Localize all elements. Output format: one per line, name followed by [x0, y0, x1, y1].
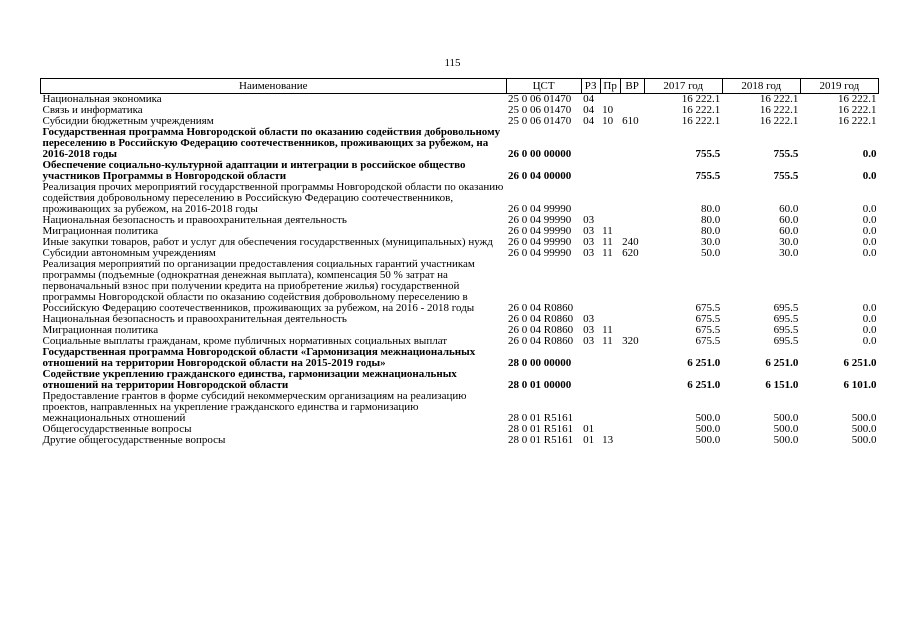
row-2019: 0.0 — [862, 236, 877, 248]
row-cst: 28 0 01 R5161 — [508, 423, 574, 435]
row-name: Государственная программа Новгородской области «Гармонизация межнациональных отношений на территории Новгородской области на 2015-2019 годы» — [42, 346, 476, 369]
row-cst: 25 0 06 01470 — [508, 93, 572, 105]
row-cst: 25 0 06 01470 — [508, 104, 572, 116]
row-rz: 04 — [583, 115, 595, 127]
row-pr: 10 — [602, 104, 614, 116]
budget-table — [40, 78, 879, 446]
table-row — [41, 160, 879, 182]
table-row — [41, 94, 879, 106]
row-rz: 03 — [583, 313, 595, 325]
row-2018: 755.5 — [773, 170, 799, 182]
row-rz: 04 — [583, 93, 595, 105]
row-2018: 60.0 — [779, 203, 799, 215]
table-row — [41, 369, 879, 391]
row-2017: 30.0 — [701, 236, 721, 248]
row-rz: 03 — [583, 214, 595, 226]
row-name: Социальные выплаты гражданам, кроме публичных нормативных социальных выплат — [42, 335, 448, 347]
row-2019: 500.0 — [851, 412, 877, 424]
row-name: Субсидии бюджетным учреждениям — [42, 115, 214, 127]
row-name: Предоставление грантов в форме субсидий некоммерческим организациям на реализацию проектов, направленных на укрепление гражданского единства и гармонизацию межнациональных отношений — [42, 390, 467, 424]
row-2017: 80.0 — [701, 203, 721, 215]
row-vr: 320 — [622, 335, 639, 347]
row-pr: 13 — [602, 434, 614, 446]
row-pr — [600, 182, 620, 215]
row-vr — [620, 182, 644, 215]
table-row — [41, 182, 879, 215]
row-name: Общегосударственные вопросы — [42, 423, 192, 435]
row-rz: 03 — [583, 236, 595, 248]
row-vr — [620, 424, 644, 435]
row-2017: 755.5 — [695, 148, 721, 160]
row-rz — [581, 182, 600, 215]
row-2017: 675.5 — [695, 302, 721, 314]
row-2019: 0.0 — [862, 247, 877, 259]
row-2019: 0.0 — [862, 214, 877, 226]
row-name: Национальная экономика — [42, 93, 162, 105]
row-rz — [581, 259, 600, 314]
row-name: Иные закупки товаров, работ и услуг для обеспечения государственных (муниципальных) нужд — [42, 236, 493, 248]
row-2017: 16 222.1 — [681, 93, 721, 105]
row-2018: 60.0 — [779, 225, 799, 237]
row-rz: 01 — [583, 434, 595, 446]
row-2018: 30.0 — [779, 236, 799, 248]
row-cst: 28 0 01 00000 — [508, 379, 572, 391]
row-2017: 500.0 — [695, 434, 721, 446]
row-2017: 755.5 — [695, 170, 721, 182]
row-pr — [600, 391, 620, 424]
row-2018: 30.0 — [779, 247, 799, 259]
row-2017: 16 222.1 — [681, 115, 721, 127]
row-cst: 26 0 04 99990 — [508, 236, 572, 248]
row-2017: 500.0 — [695, 423, 721, 435]
row-2018: 16 222.1 — [759, 93, 799, 105]
row-cst: 26 0 04 R0860 — [508, 302, 574, 314]
row-cst: 26 0 04 R0860 — [508, 324, 574, 336]
row-name: Реализация мероприятий по организации предоставления социальных гарантий участникам программы (подъемные (однократная денежная выплата), компенсация 50 % затрат на первоначальный взнос при получении кредита на приобретение жилья) государственной программы Новгородской области по оказанию содействия добровольному переселению в Российскую Федерацию соотечественников, проживающих за рубежом, на 2016 - 2018 годы — [42, 258, 475, 314]
row-pr — [600, 347, 620, 369]
row-cst: 26 0 04 99990 — [508, 203, 572, 215]
row-vr: 620 — [622, 247, 639, 259]
page-number: 115 — [444, 57, 461, 69]
row-cst: 26 0 04 99990 — [508, 247, 572, 259]
row-rz: 03 — [583, 247, 595, 259]
row-2018: 695.5 — [773, 302, 799, 314]
header-2018: 2018 год — [722, 79, 800, 94]
row-rz — [581, 391, 600, 424]
row-2019: 0.0 — [862, 324, 877, 336]
table-row — [41, 215, 879, 226]
row-2019: 16 222.1 — [838, 93, 877, 105]
row-cst: 25 0 06 01470 — [508, 115, 572, 127]
row-2017: 675.5 — [695, 313, 721, 325]
header-name: Наименование — [41, 79, 507, 94]
row-name: Обеспечение социально-культурной адаптации и интеграции в российское общество участников Программы в Новгородской области — [42, 159, 466, 182]
row-name: Связь и информатика — [42, 104, 143, 116]
row-vr — [620, 127, 644, 160]
header-pr: Пр — [600, 79, 620, 94]
row-2018: 500.0 — [773, 423, 799, 435]
row-pr — [600, 369, 620, 391]
row-vr: 610 — [622, 115, 639, 127]
row-pr: 11 — [602, 225, 613, 237]
row-rz — [581, 160, 600, 182]
row-pr: 11 — [602, 324, 613, 336]
row-name: Субсидии автономным учреждениям — [42, 247, 216, 259]
row-vr — [620, 347, 644, 369]
header-cst: ЦСТ — [506, 79, 581, 94]
row-pr — [600, 160, 620, 182]
row-2017: 500.0 — [695, 412, 721, 424]
row-2019: 6 251.0 — [843, 357, 877, 369]
row-pr — [600, 127, 620, 160]
row-2017: 80.0 — [701, 225, 721, 237]
row-2017: 6 251.0 — [687, 379, 721, 391]
row-2019: 6 101.0 — [843, 379, 877, 391]
row-name: Другие общегосударственные вопросы — [42, 434, 226, 446]
row-2019: 500.0 — [851, 434, 877, 446]
row-cst: 26 0 04 00000 — [508, 170, 572, 182]
row-cst: 28 0 01 R5161 — [508, 412, 574, 424]
row-2019: 0.0 — [862, 335, 877, 347]
table-row — [41, 259, 879, 314]
table-header-row — [41, 79, 879, 94]
row-cst: 26 0 04 R0860 — [508, 335, 574, 347]
row-2018: 16 222.1 — [759, 104, 799, 116]
row-2019: 500.0 — [851, 423, 877, 435]
row-2019: 0.0 — [862, 148, 877, 160]
row-cst: 26 0 04 99990 — [508, 214, 572, 226]
row-name: Миграционная политика — [42, 324, 159, 336]
row-vr — [620, 314, 644, 325]
row-2019: 0.0 — [862, 313, 877, 325]
row-cst: 28 0 00 00000 — [508, 357, 572, 369]
row-2018: 695.5 — [773, 313, 799, 325]
row-vr — [620, 391, 644, 424]
row-name: Государственная программа Новгородской области по оказанию содействия добровольному переселению в Российскую Федерацию соотечественников, проживающих за рубежом, на 2016-2018 годы — [42, 126, 501, 160]
row-vr — [620, 94, 644, 106]
row-2017: 6 251.0 — [687, 357, 721, 369]
row-2018: 16 222.1 — [759, 115, 799, 127]
table-row — [41, 127, 879, 160]
row-2018: 500.0 — [773, 412, 799, 424]
row-rz: 01 — [583, 423, 595, 435]
row-name: Национальная безопасность и правоохранительная деятельность — [42, 214, 347, 226]
table-row — [41, 347, 879, 369]
row-pr: 10 — [602, 115, 614, 127]
header-2017: 2017 год — [644, 79, 722, 94]
row-2017: 80.0 — [701, 214, 721, 226]
row-rz: 03 — [583, 324, 595, 336]
row-pr: 11 — [602, 335, 613, 347]
row-cst: 26 0 04 R0860 — [508, 313, 574, 325]
row-rz — [581, 347, 600, 369]
row-vr — [620, 435, 644, 446]
row-name: Национальная безопасность и правоохранительная деятельность — [42, 313, 347, 325]
row-2017: 675.5 — [695, 335, 721, 347]
row-2018: 755.5 — [773, 148, 799, 160]
row-rz: 03 — [583, 225, 595, 237]
row-pr: 11 — [602, 236, 613, 248]
table-body — [41, 94, 879, 447]
row-2019: 0.0 — [862, 225, 877, 237]
header-2019: 2019 год — [800, 79, 878, 94]
row-rz: 04 — [583, 104, 595, 116]
row-2017: 675.5 — [695, 324, 721, 336]
row-2018: 695.5 — [773, 324, 799, 336]
row-2018: 500.0 — [773, 434, 799, 446]
row-2019: 0.0 — [862, 203, 877, 215]
row-2019: 16 222.1 — [838, 115, 877, 127]
row-2019: 0.0 — [862, 302, 877, 314]
row-cst: 26 0 04 99990 — [508, 225, 572, 237]
row-2018: 6 251.0 — [765, 357, 799, 369]
header-vr: ВР — [620, 79, 644, 94]
row-name: Содействие укреплению гражданского единства, гармонизации межнациональных отношений на территории Новгородской области — [42, 368, 457, 391]
row-vr — [620, 259, 644, 314]
row-rz — [581, 369, 600, 391]
row-cst: 28 0 01 R5161 — [508, 434, 574, 446]
row-rz — [581, 127, 600, 160]
row-vr: 240 — [622, 236, 639, 248]
row-2017: 16 222.1 — [681, 104, 721, 116]
row-vr — [620, 160, 644, 182]
row-2018: 60.0 — [779, 214, 799, 226]
row-rz: 03 — [583, 335, 595, 347]
row-2017: 50.0 — [701, 247, 721, 259]
row-name: Миграционная политика — [42, 225, 159, 237]
table-row — [41, 314, 879, 325]
row-vr — [620, 215, 644, 226]
row-cst: 26 0 00 00000 — [508, 148, 572, 160]
row-2018: 6 151.0 — [765, 379, 799, 391]
row-2018: 695.5 — [773, 335, 799, 347]
table-row — [41, 435, 879, 446]
row-name: Реализация прочих мероприятий государственной программы Новгородской области по оказанию содействия добровольному переселению в Российскую Федерацию соотечественников, проживающих за рубежом, на 2016-2018 годы — [42, 181, 504, 215]
row-2019: 0.0 — [862, 170, 877, 182]
row-pr — [600, 259, 620, 314]
row-vr — [620, 369, 644, 391]
row-2019: 16 222.1 — [838, 104, 877, 116]
row-pr: 11 — [602, 247, 613, 259]
header-rz: РЗ — [581, 79, 600, 94]
table-row — [41, 391, 879, 424]
